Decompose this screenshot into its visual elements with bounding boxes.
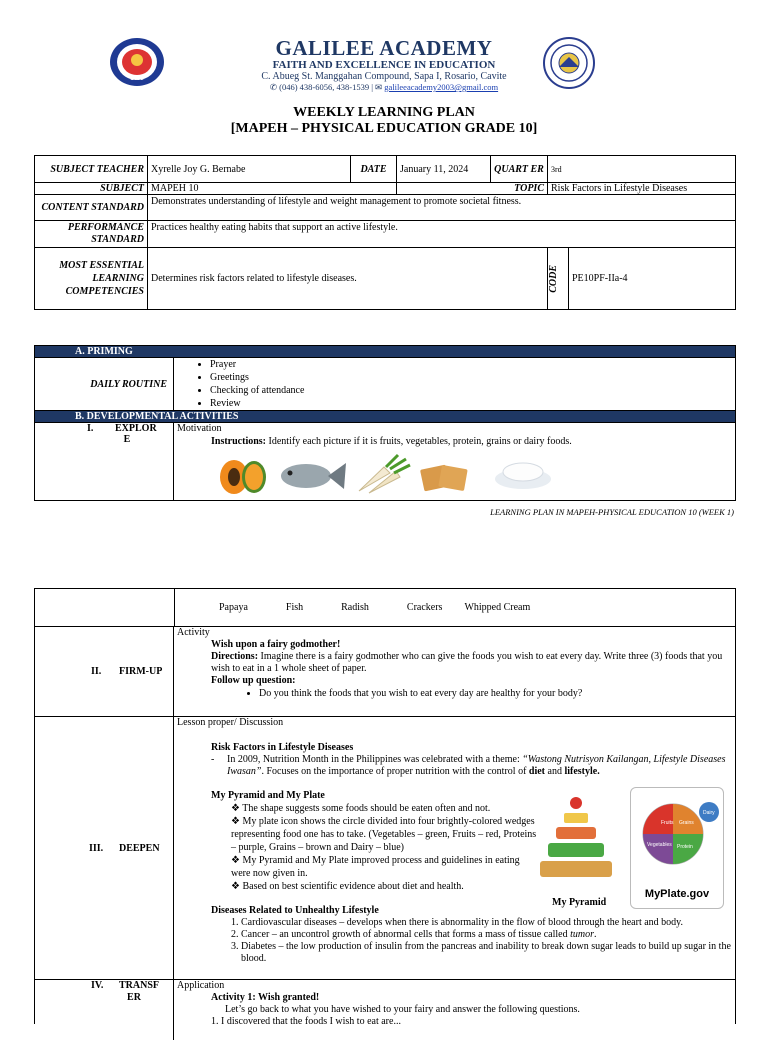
firm-title: Wish upon a fairy godmother!: [211, 639, 341, 650]
explore-label: EXPLOR E: [115, 423, 157, 445]
follow-label: Follow up question:: [211, 675, 296, 686]
firm-activity: Activity: [177, 627, 210, 638]
firm-num: II.: [91, 666, 102, 677]
fish-image: [278, 459, 348, 493]
radish-image: [354, 453, 414, 495]
code-value: PE10PF-IIa-4: [569, 248, 736, 310]
firm-dir-text: Imagine there is a fairy godmother who can give the foods you wish to eat every day. Write three (3) foods that you wish to eat in a 1 whole sheet of paper.: [211, 651, 723, 674]
transfer-num: IV.: [91, 980, 104, 991]
diseases-list: [211, 917, 735, 965]
routine-item: • Review: [210, 397, 304, 410]
food-name: Whipped Cream: [464, 602, 531, 613]
risk-paragraph: - In 2009, Nutrition Month in the Philippines was celebrated with a theme: “Wastong Nutrisyon Kailangan, Lifestyle Diseases Iwasan”. Focuses on the importance of proper nutrition with the control of diet and lifestyle.: [211, 754, 726, 777]
code-label: CODE: [548, 264, 559, 293]
plan-subtitle: [MAPEH – PHYSICAL EDUCATION GRADE 10]: [230, 121, 538, 136]
performance-label: PERFORMANCE STANDARD: [35, 221, 148, 248]
motivation-label: Motivation: [177, 423, 222, 434]
disease-item: 3. Diabetes – the low production of insulin from the pancreas and inability to break down sugar leads to build up sugar in the blood.: [241, 941, 735, 965]
pyramid-item: ❖ The shape suggests some foods should be eaten often and not.: [231, 802, 541, 815]
date-value: January 11, 2024: [397, 156, 491, 183]
application-label: Application: [177, 980, 225, 991]
content-label: CONTENT STANDARD: [35, 195, 148, 221]
food-name: Radish: [341, 602, 369, 613]
plate-label-vegetables: Vegetables: [647, 842, 672, 848]
routine-list: [174, 358, 304, 410]
instructions-label: Instructions:: [211, 436, 267, 447]
risk-b: . Focuses on the importance of proper nutrition with the control of: [261, 766, 529, 777]
food-name: Papaya: [219, 602, 248, 613]
pyramid-caption: My Pyramid: [552, 897, 607, 908]
food-name: Crackers: [406, 602, 443, 613]
topic-label: TOPIC: [397, 183, 548, 195]
diseases-title: Diseases Related to Unhealthy Lifestyle: [211, 905, 379, 916]
activities-frame: [34, 345, 736, 501]
disease-item: [241, 929, 735, 941]
developmental-bar: B. DEVELOPMENTAL ACTIVITIES: [35, 410, 735, 422]
seal-year: 2003: [130, 76, 144, 82]
food-name: Fish: [285, 602, 304, 613]
whipped-cream-image: [492, 457, 554, 493]
lesson-frame: [34, 588, 736, 1027]
page-footer: LEARNING PLAN IN MAPEH-PHYSICAL EDUCATION 10 (WEEK 1): [490, 507, 734, 517]
pyramid-item: ❖ My Pyramid and My Plate improved process and guidelines in eating were now given in.: [231, 854, 541, 880]
school-contact: [0, 82, 768, 93]
school-name: GALILEE ACADEMY: [275, 36, 493, 60]
subject-value: MAPEH 10: [148, 183, 397, 195]
plan-title: WEEKLY LEARNING PLAN: [293, 105, 475, 120]
risk-and: and: [545, 766, 565, 777]
teacher-label: SUBJECT TEACHER: [35, 156, 148, 183]
plate-label-fruits: Fruits: [661, 820, 674, 826]
risk-lifestyle: lifestyle.: [564, 766, 600, 777]
quarter-label: QUART ER: [491, 156, 548, 183]
instructions-line: [177, 436, 735, 447]
papaya-image: [214, 457, 270, 495]
food-pyramid-image: [534, 791, 618, 895]
content-value: Demonstrates understanding of lifestyle and weight management to promote societal fitness.: [148, 195, 736, 221]
disease-cancer-end: .: [593, 929, 597, 940]
risk-title: Risk Factors in Lifestyle Diseases: [211, 742, 354, 753]
plate-label-grains: Grains: [679, 820, 694, 826]
deepen-label: DEEPEN: [119, 842, 160, 854]
activity-q1: 1. I discovered that the foods I wish to eat are...: [211, 1016, 401, 1027]
risk-a: In 2009, Nutrition Month in the Philippines was celebrated with a theme:: [227, 754, 523, 765]
food-names-row: [175, 589, 735, 626]
date-label: DATE: [351, 156, 397, 183]
melc-label: MOST ESSENTIAL LEARNING COMPETENCIES: [35, 248, 148, 310]
performance-value: Practices healthy eating habits that support an active lifestyle.: [148, 221, 736, 248]
follow-question: • Do you think the foods that you wish to eat every day are healthy for your body?: [259, 687, 735, 700]
plate-label-protein: Protein: [677, 844, 693, 850]
firm-directions: [211, 651, 735, 675]
school-address: C. Abueg St. Manggahan Compound, Sapa I, Rosario, Cavite: [261, 71, 507, 82]
topic-value: Risk Factors in Lifestyle Diseases: [548, 183, 736, 195]
firm-dir-label: Directions:: [211, 651, 259, 662]
activity-title: Activity 1: Wish granted!: [211, 992, 320, 1003]
pyramid-item: ❖ My plate icon shows the circle divided into four brightly-colored wedges representing food one has to take. (Vegetables – green, Fruits – red, Proteins – purple, Grains – brown and Dairy – blue): [231, 815, 541, 854]
myplate-caption: MyPlate.gov: [644, 888, 710, 900]
risk-theme: “Wastong Nutrisyon Kailangan, Lifestyle Diseases Iwasan”: [227, 754, 726, 777]
plate-label-dairy: Dairy: [703, 810, 715, 816]
routine-item: • Prayer: [210, 358, 304, 371]
melc-value: Determines risk factors related to lifestyle diseases.: [148, 248, 548, 310]
instructions-text: Identify each picture if it is fruits, vegetables, protein, grains or dairy foods.: [266, 436, 572, 447]
transfer-label: TRANSF ER: [119, 980, 160, 1003]
myplate-card: [630, 787, 724, 909]
school-email[interactable]: galileeacademy2003@gmail.com: [384, 82, 499, 92]
firm-label: FIRM-UP: [119, 666, 163, 677]
teacher-value: Xyrelle Joy G. Bernabe: [148, 156, 351, 183]
risk-diet: diet: [528, 766, 546, 777]
priming-bar: A. PRIMING: [35, 346, 735, 357]
pyramid-item: ❖ Based on best scientific evidence about diet and health.: [231, 880, 541, 893]
info-table: [34, 155, 736, 310]
lesson-label: Lesson proper/ Discussion: [177, 717, 284, 728]
disease-cancer-text: Cancer – an uncontrol growth of abnormal cells that forms a mass of tissue called: [241, 929, 571, 940]
disease-item: 1. Cardiovascular diseases – develops when there is abnormality in the flow of blood through the heart and body.: [241, 917, 735, 929]
activity-text: Let’s go back to what you have wished to your fairy and answer the following questions.: [225, 1004, 580, 1015]
quarter-value: 3rd: [548, 156, 736, 183]
myplate-image: [631, 788, 723, 884]
pyramid-list: [211, 802, 541, 893]
deepen-num: III.: [89, 842, 104, 854]
explore-num: I.: [87, 423, 94, 434]
crackers-image: [418, 461, 472, 495]
disease-tumor: tumor: [570, 929, 594, 940]
routine-item: • Greetings: [210, 371, 304, 384]
routine-item: • Checking of attendance: [210, 384, 304, 397]
school-motto: FAITH AND EXCELLENCE IN EDUCATION: [272, 59, 496, 71]
subject-label: SUBJECT: [35, 183, 148, 195]
school-phone: ✆ (046) 438-6056, 438-1539 | ✉: [269, 82, 383, 92]
pyramid-title: My Pyramid and My Plate: [211, 790, 325, 801]
routine-label: DAILY ROUTINE: [35, 358, 174, 410]
